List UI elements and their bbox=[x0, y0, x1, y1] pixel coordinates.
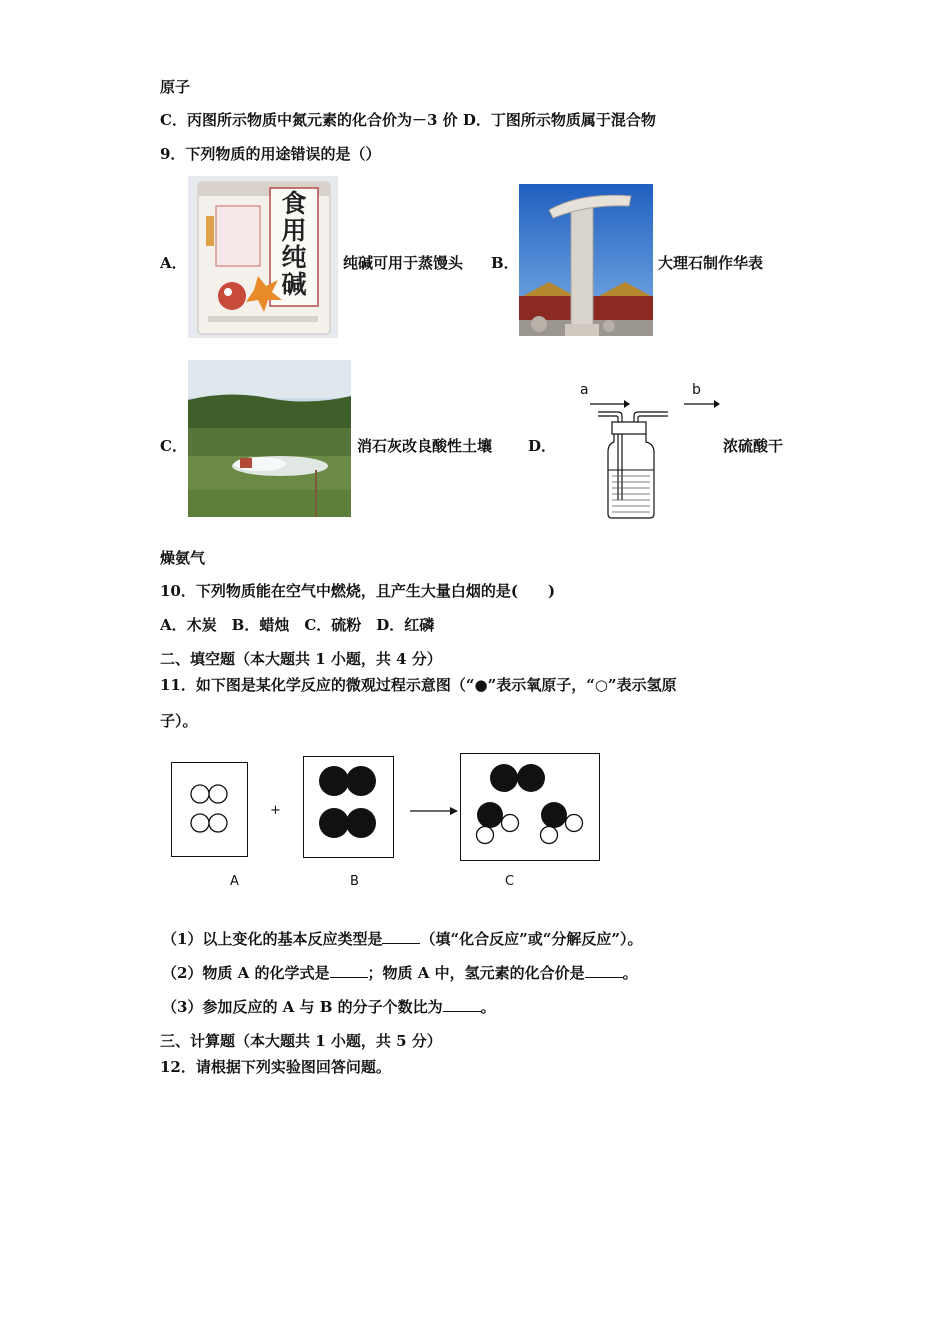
q11-2-suffix: 。 bbox=[622, 964, 638, 982]
answer-blank-2[interactable] bbox=[330, 963, 368, 978]
question-12: 12．请根据下列实验图回答问题。 bbox=[160, 1058, 391, 1076]
q9-c-text: 消石灰改良酸性土壤 bbox=[357, 437, 493, 455]
section-3-heading: 三、计算题（本大题共 1 小题，共 5 分） bbox=[160, 1032, 442, 1050]
field-liming-image bbox=[188, 360, 351, 517]
bag-label: 食用纯碱 bbox=[281, 189, 307, 299]
q11-3-prefix: （3）参加反应的 A 与 B 的分子个数比为 bbox=[162, 998, 443, 1016]
gas-washing-bottle-diagram bbox=[580, 378, 730, 523]
arrow-label-b: b bbox=[692, 382, 701, 398]
plus-sign: + bbox=[270, 803, 281, 818]
soda-bag-image bbox=[188, 176, 338, 338]
answer-blank-3[interactable] bbox=[585, 963, 623, 978]
question-11-3 bbox=[162, 997, 496, 1017]
q9-d-continued: 燥氨气 bbox=[160, 549, 206, 567]
q11-1-prefix: （1）以上变化的基本反应类型是 bbox=[162, 930, 383, 948]
q11-2-prefix: （2）物质 A 的化学式是 bbox=[162, 964, 330, 982]
huabiao-image bbox=[519, 184, 653, 336]
box-b bbox=[303, 756, 394, 858]
q9-a-text: 纯碱可用于蒸馒头 bbox=[343, 254, 464, 272]
arrow-label-a: a bbox=[580, 382, 589, 398]
label-c: C bbox=[505, 874, 515, 889]
q9-a-letter: A． bbox=[160, 254, 187, 272]
line-option-c-d: C．丙图所示物质中氮元素的化合价为－3 价 D．丁图所示物质属于混合物 bbox=[160, 111, 656, 129]
line-yuanzi: 原子 bbox=[160, 78, 191, 96]
question-11-continued: 子）。 bbox=[160, 712, 198, 730]
answer-blank-4[interactable] bbox=[443, 997, 481, 1012]
q9-b-letter: B． bbox=[491, 254, 519, 272]
reaction-arrow bbox=[410, 806, 458, 816]
question-10: 10．下列物质能在空气中燃烧，且产生大量白烟的是( ) bbox=[160, 582, 556, 600]
q9-b-text: 大理石制作华表 bbox=[658, 254, 764, 272]
q9-d-text: 浓硫酸干 bbox=[723, 437, 784, 455]
box-a bbox=[171, 762, 248, 857]
question-11: 11．如下图是某化学反应的微观过程示意图（“●”表示氧原子，“○”表示氢原 bbox=[160, 676, 677, 694]
q11-1-suffix: （填“化合反应”或“分解反应”）。 bbox=[420, 930, 643, 948]
section-2-heading: 二、填空题（本大题共 1 小题，共 4 分） bbox=[160, 650, 442, 668]
q11-2-middle: ；物质 A 中，氢元素的化合价是 bbox=[367, 964, 585, 982]
question-9: 9．下列物质的用途错误的是（） bbox=[160, 145, 381, 163]
question-11-2 bbox=[162, 963, 638, 983]
q9-c-letter: C． bbox=[160, 437, 187, 455]
answer-blank-1[interactable] bbox=[382, 929, 420, 944]
question-10-options: A．木炭 B．蜡烛 C．硫粉 D．红磷 bbox=[160, 616, 435, 634]
question-11-1 bbox=[162, 929, 642, 949]
q9-d-letter: D． bbox=[528, 437, 557, 455]
label-b: B bbox=[350, 874, 359, 889]
label-a: A bbox=[230, 874, 239, 889]
q11-3-suffix: 。 bbox=[480, 998, 496, 1016]
box-c bbox=[460, 753, 600, 861]
